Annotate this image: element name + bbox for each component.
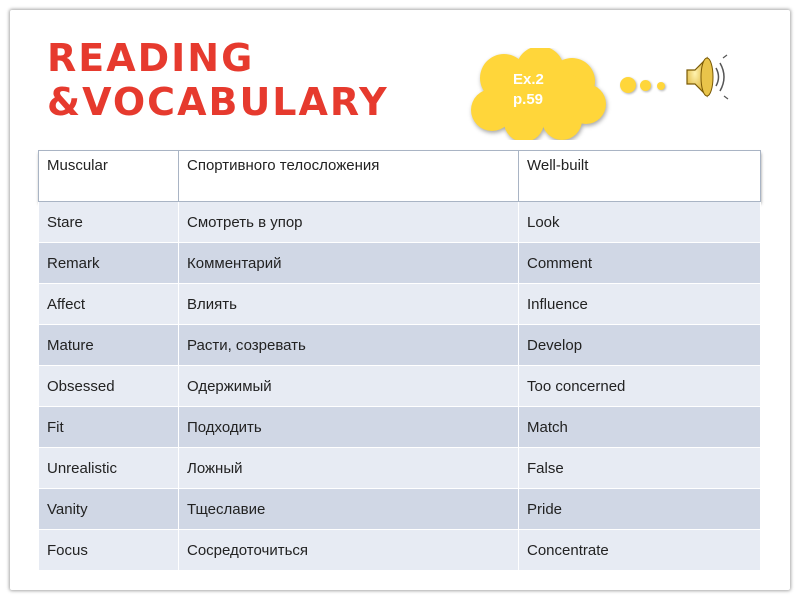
translation-cell: Сосредоточиться bbox=[179, 530, 519, 571]
slide-title-line-2: &VOCABULARY bbox=[47, 80, 389, 124]
thought-bubble-medium bbox=[640, 80, 651, 91]
translation-cell: Комментарий bbox=[179, 243, 519, 284]
thought-bubble-small bbox=[657, 82, 665, 90]
translation-cell: Влиять bbox=[179, 284, 519, 325]
translation-cell: Расти, созревать bbox=[179, 325, 519, 366]
synonym-cell: Develop bbox=[519, 325, 761, 366]
table-row bbox=[39, 243, 761, 284]
synonym-cell: Pride bbox=[519, 489, 761, 530]
translation-cell: Подходить bbox=[179, 407, 519, 448]
word-cell: Fit bbox=[39, 407, 179, 448]
table-row bbox=[39, 366, 761, 407]
synonym-cell: Comment bbox=[519, 243, 761, 284]
synonym-cell: Concentrate bbox=[519, 530, 761, 571]
synonym-cell: Well-built bbox=[519, 151, 761, 202]
word-cell: Focus bbox=[39, 530, 179, 571]
translation-cell: Одержимый bbox=[179, 366, 519, 407]
word-cell: Vanity bbox=[39, 489, 179, 530]
translation-cell: Спортивного телосложения bbox=[179, 151, 519, 202]
translation-cell: Ложный bbox=[179, 448, 519, 489]
translation-cell: Тщеславие bbox=[179, 489, 519, 530]
synonym-cell: Influence bbox=[519, 284, 761, 325]
table-row bbox=[39, 489, 761, 530]
synonym-cell: Match bbox=[519, 407, 761, 448]
table-row bbox=[39, 202, 761, 243]
exercise-reference bbox=[513, 70, 573, 110]
slide-title bbox=[47, 36, 389, 124]
exercise-number: Ex.2 bbox=[513, 71, 544, 88]
table-row bbox=[39, 325, 761, 366]
table-row bbox=[39, 151, 761, 202]
exercise-page: p.59 bbox=[513, 91, 544, 108]
word-cell: Muscular bbox=[39, 151, 179, 202]
speaker-icon[interactable] bbox=[683, 52, 731, 102]
synonym-cell: False bbox=[519, 448, 761, 489]
table-row bbox=[39, 448, 761, 489]
slide-title-line-1: READING bbox=[47, 36, 255, 80]
table-row bbox=[39, 530, 761, 571]
synonym-cell: Too concerned bbox=[519, 366, 761, 407]
word-cell: Obsessed bbox=[39, 366, 179, 407]
synonym-cell: Look bbox=[519, 202, 761, 243]
table-row bbox=[39, 407, 761, 448]
word-cell: Unrealistic bbox=[39, 448, 179, 489]
thought-bubble-large bbox=[620, 77, 636, 93]
translation-cell: Смотреть в упор bbox=[179, 202, 519, 243]
word-cell: Stare bbox=[39, 202, 179, 243]
table-row bbox=[39, 284, 761, 325]
word-cell: Affect bbox=[39, 284, 179, 325]
word-cell: Mature bbox=[39, 325, 179, 366]
vocabulary-table bbox=[38, 150, 761, 571]
word-cell: Remark bbox=[39, 243, 179, 284]
